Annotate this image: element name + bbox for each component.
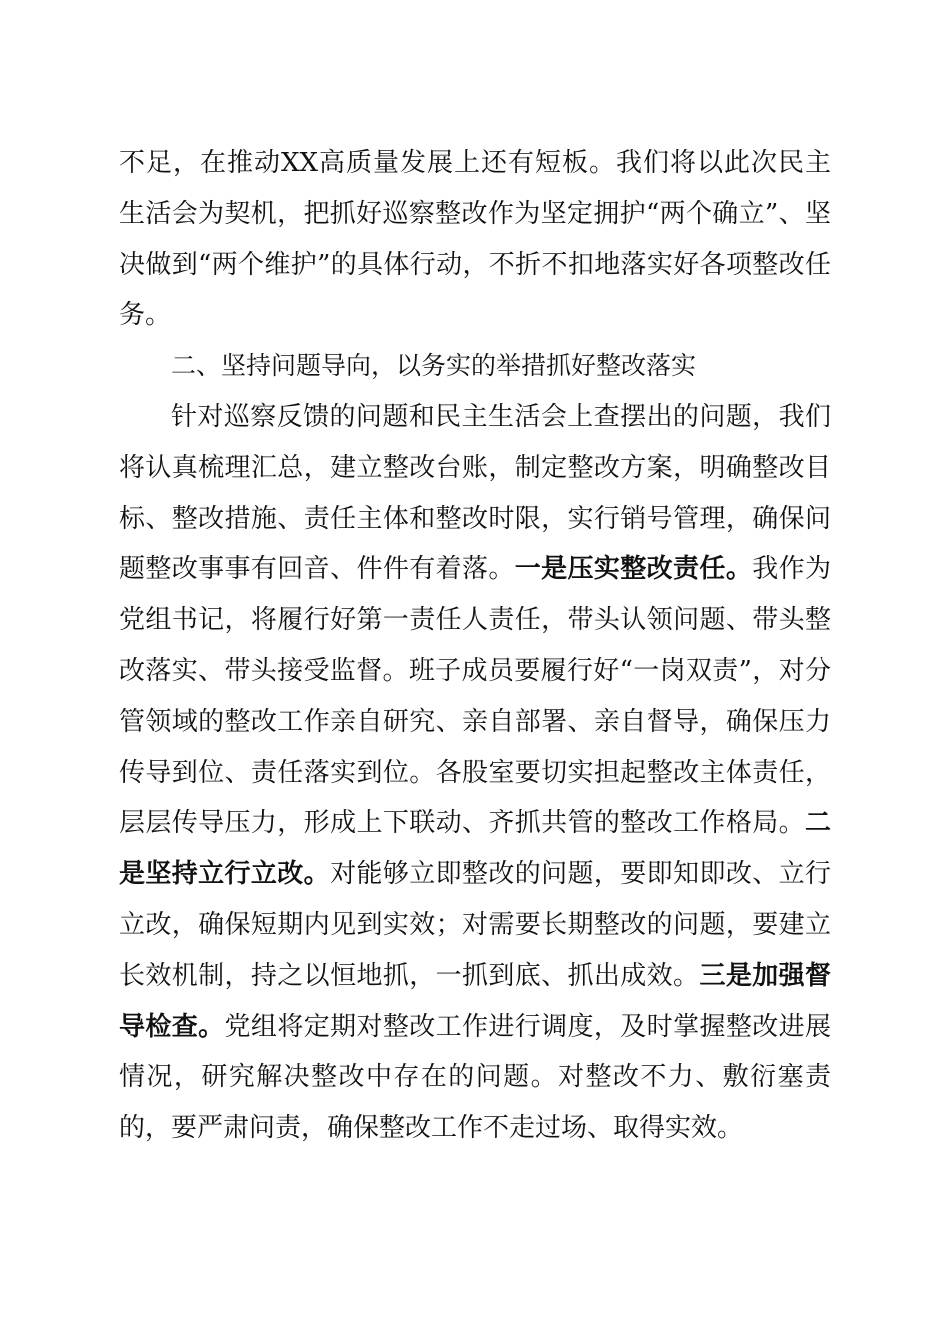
point-2-title: 二是坚持立行立改。 — [119, 808, 831, 890]
paragraph-intro: 针对巡察反馈的问题和民主生活会上查摆出的问题，我们将认真梳理汇总，建立整改台账，制定整改方案，明确整改目标、整改措施、责任主体和整改时限，实行销号管理，确保问题整改事事有回音、件件有着落。 — [119, 401, 831, 585]
point-2-text: 对能够立即整改的问题，要即知即改、立行立改，确保短期内见到实效；对需要长期整改的问题，要建立长效机制，持之以恒地抓，一抓到底、抓出成效。 — [119, 859, 831, 991]
paragraph-rectification — [119, 392, 831, 1154]
document-body — [119, 138, 831, 1154]
point-3-text: 党组将定期对整改工作进行调度，及时掌握整改进展情况，研究解决整改中存在的问题。对整改不力、敷衍塞责的，要严肃问责，确保整改工作不走过场、取得实效。 — [119, 1011, 831, 1144]
point-1-text: 我作为党组书记，将履行好第一责任人责任，带头认领问题、带头整改落实、带头接受监督。班子成员要履行好“一岗双责”，对分管领域的整改工作亲自研究、亲自部署、亲自督导，确保压力传导到位、责任落实到位。各股室要切实担起整改主体责任，层层传导压力，形成上下联动、齐抓共管的整改工作格局。 — [119, 554, 831, 839]
section-heading: 二、坚持问题导向，以务实的举措抓好整改落实 — [171, 351, 697, 381]
point-3-title: 三是加强督导检查。 — [119, 960, 831, 1042]
paragraph-continuation: 不足，在推动XX高质量发展上还有短板。我们将以此次民主生活会为契机，把抓好巡察整改作为坚定拥护“两个确立”、坚决做到“两个维护”的具体行动，不折不扣地落实好各项整改任务。 — [119, 148, 831, 331]
point-1-title: 一是压实整改责任。 — [514, 554, 753, 585]
